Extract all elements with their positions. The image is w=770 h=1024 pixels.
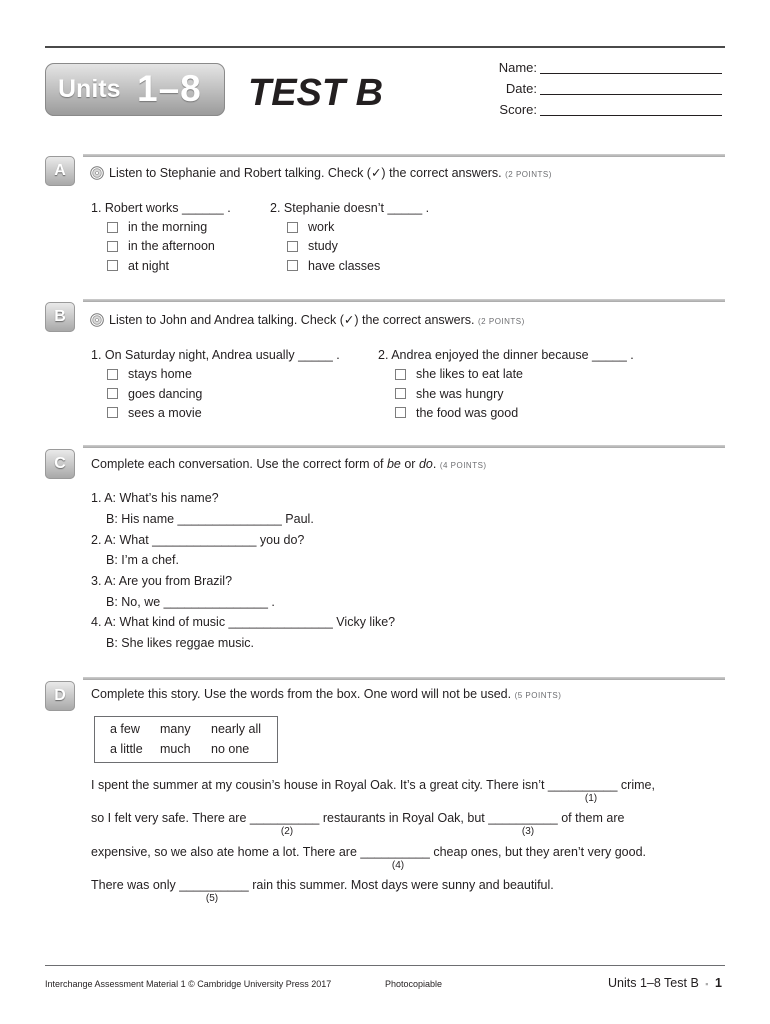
- b-q1-option: goes dancing: [128, 387, 203, 401]
- box-word: many: [160, 722, 191, 736]
- section-b-rule: [83, 299, 725, 302]
- section-a-rule: [83, 154, 725, 157]
- section-d-instruction: Complete this story. Use the words from the box. One word will not be used. (5 POINTS): [91, 687, 562, 701]
- section-d-badge: D: [45, 681, 75, 711]
- footer-bullet: ▪: [705, 979, 709, 989]
- b-q2-stem: 2. Andrea enjoyed the dinner because _____ .: [378, 348, 634, 362]
- a-q1-option: at night: [128, 259, 170, 273]
- c-line: B: I’m a chef.: [106, 553, 179, 567]
- checkbox[interactable]: [107, 407, 118, 418]
- checkbox[interactable]: [287, 222, 298, 233]
- date-field[interactable]: [540, 94, 722, 95]
- section-b-points: (2 POINTS): [478, 317, 525, 326]
- page-number: 1: [714, 976, 722, 990]
- test-title: TEST B: [248, 72, 384, 114]
- score-label: Score:: [499, 102, 537, 117]
- section-b-badge: B: [45, 302, 75, 332]
- c-line: 2. A: What _______________ you do?: [91, 533, 305, 547]
- section-c-points: (4 POINTS): [439, 461, 487, 470]
- a-q2-stem: 2. Stephanie doesn’t _____ .: [270, 201, 430, 215]
- footer-page: [608, 976, 722, 990]
- footer-photocopiable: Photocopiable: [385, 979, 443, 989]
- box-word: a little: [110, 742, 143, 756]
- a-q2-option: study: [308, 239, 338, 253]
- story-line: expensive, so we also ate home a lot. There are __________ cheap ones, but they aren’t very good.: [91, 845, 646, 859]
- checkbox[interactable]: [287, 260, 298, 271]
- c-line: B: No, we _______________ .: [106, 595, 275, 609]
- b-q2-option: the food was good: [416, 406, 519, 420]
- b-q2-option: she likes to eat late: [416, 367, 524, 381]
- checkbox[interactable]: [107, 241, 118, 252]
- c-line: 3. A: Are you from Brazil?: [91, 574, 233, 588]
- footer-rule: [45, 965, 725, 966]
- checkbox[interactable]: [395, 369, 406, 380]
- c-line: 1. A: What’s his name?: [91, 491, 219, 505]
- c-line: B: She likes reggae music.: [106, 636, 254, 650]
- a-q1-stem: 1. Robert works ______ .: [91, 201, 231, 215]
- blank-number: (1): [584, 793, 598, 804]
- name-field[interactable]: [540, 73, 722, 74]
- section-d-points: (5 POINTS): [514, 691, 562, 700]
- box-word: nearly all: [211, 722, 262, 736]
- box-word: no one: [211, 742, 250, 756]
- blank-number: (4): [391, 860, 405, 871]
- b-q1-stem: 1. On Saturday night, Andrea usually _____ .: [91, 348, 340, 362]
- checkbox[interactable]: [107, 260, 118, 271]
- b-q2-option: she was hungry: [416, 387, 504, 401]
- section-c-badge: C: [45, 449, 75, 479]
- top-rule: [45, 46, 725, 48]
- blank-number: (5): [205, 893, 219, 904]
- units-range: 1–8: [137, 68, 202, 109]
- checkbox[interactable]: [107, 222, 118, 233]
- section-c-rule: [83, 445, 725, 448]
- audio-cd-icon: [90, 313, 104, 327]
- box-word: much: [160, 742, 191, 756]
- section-d-rule: [83, 677, 725, 680]
- a-q2-option: have classes: [308, 259, 381, 273]
- a-q2-option: work: [308, 220, 335, 234]
- b-q1-option: stays home: [128, 367, 192, 381]
- a-q1-option: in the afternoon: [128, 239, 215, 253]
- date-label: Date:: [505, 81, 537, 96]
- checkbox[interactable]: [107, 388, 118, 399]
- footer-page-label: Units 1–8 Test B: [608, 976, 699, 990]
- story-line: so I felt very safe. There are __________ restaurants in Royal Oak, but __________ of them are: [91, 811, 625, 825]
- box-word: a few: [110, 722, 140, 736]
- checkbox[interactable]: [395, 407, 406, 418]
- section-a-badge: A: [45, 156, 75, 186]
- c-line: B: His name _______________ Paul.: [106, 512, 314, 526]
- story-line: There was only __________ rain this summer. Most days were sunny and beautiful.: [91, 878, 554, 892]
- score-field[interactable]: [540, 115, 722, 116]
- section-a-points: (2 POINTS): [505, 170, 552, 179]
- section-c-instruction: Complete each conversation. Use the correct form of be or do. (4 POINTS): [91, 457, 487, 471]
- checkbox[interactable]: [395, 388, 406, 399]
- checkbox[interactable]: [287, 241, 298, 252]
- name-label: Name:: [498, 60, 537, 75]
- c-line: 4. A: What kind of music _______________ Vicky like?: [91, 615, 396, 629]
- footer-copyright: Interchange Assessment Material 1 © Cambridge University Press 2017: [45, 979, 332, 989]
- audio-cd-icon: [90, 166, 104, 180]
- blank-number: (2): [280, 826, 294, 837]
- section-a-instruction: Listen to Stephanie and Robert talking. Check (✓) the correct answers. (2 POINTS): [109, 166, 552, 180]
- units-badge: [45, 63, 225, 116]
- checkbox[interactable]: [107, 369, 118, 380]
- story-line: I spent the summer at my cousin’s house in Royal Oak. It’s a great city. There isn’t __________ crime,: [91, 778, 655, 792]
- units-word: Units: [58, 75, 121, 103]
- blank-number: (3): [521, 826, 535, 837]
- section-b-instruction: Listen to John and Andrea talking. Check (✓) the correct answers. (2 POINTS): [109, 313, 525, 327]
- a-q1-option: in the morning: [128, 220, 208, 234]
- b-q1-option: sees a movie: [128, 406, 202, 420]
